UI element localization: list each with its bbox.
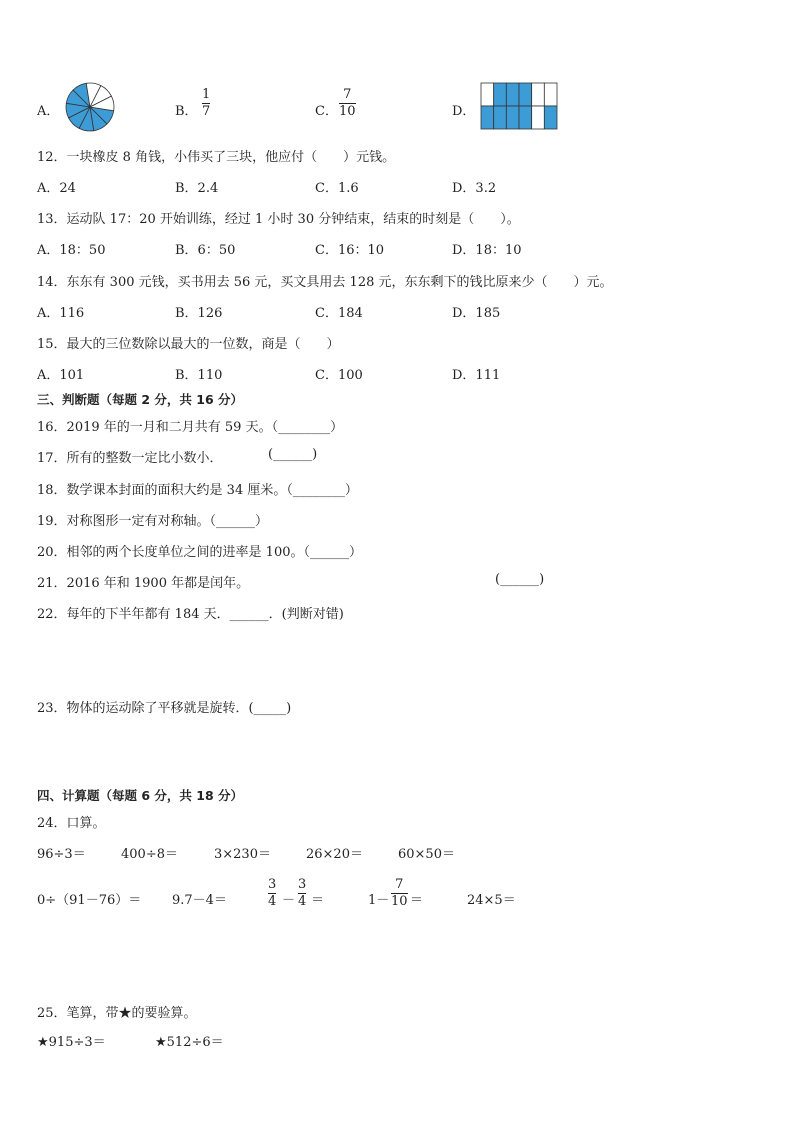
q12-option-b: B．2.4 — [175, 181, 219, 196]
minus-sign: － — [282, 893, 296, 908]
question-22: 22．每年的下半年都有 184 天．______．(判断对错) — [37, 607, 344, 622]
question-19: 19．对称图形一定有对称轴。（______） — [37, 514, 269, 529]
option-b-label: B． — [175, 104, 198, 119]
fraction-denominator: 4 — [268, 894, 277, 909]
q15-option-a: A．101 — [37, 368, 85, 383]
question-25: 25．笔算，带★的要验算。 — [37, 1006, 197, 1021]
mental-calc-item: 60×50＝ — [398, 847, 455, 862]
question-20: 20．相邻的两个长度单位之间的进率是 100。（______） — [37, 545, 362, 560]
mental-calc-item: 96÷3＝ — [37, 847, 86, 862]
question-15: 15．最大的三位数除以最大的一位数，商是（ ） — [37, 337, 340, 352]
grid-cell-shaded — [519, 83, 532, 106]
mental-calc-item: 3×230＝ — [214, 847, 271, 862]
fraction-numerator: 7 — [395, 877, 404, 892]
grid-cell-empty — [481, 83, 494, 106]
question-14: 14．东东有 300 元钱，买书用去 56 元，买文具用去 128 元，东东剩下的钱比原来少（ ）元。 — [37, 275, 613, 290]
q14-option-a: A．116 — [37, 306, 85, 321]
q13-option-d: D．18：10 — [452, 243, 522, 258]
grid-cell-shaded — [506, 106, 519, 129]
fraction-three-quarters — [298, 878, 306, 909]
fraction-numerator: 7 — [343, 87, 352, 102]
equals-sign: ＝ — [311, 893, 325, 908]
grid-cell-empty — [544, 83, 557, 106]
option-c-label: C． — [315, 104, 338, 119]
fraction-numerator: 3 — [298, 877, 307, 892]
fraction-one-seventh — [202, 88, 210, 119]
option-d-label: D． — [452, 104, 476, 119]
question-17-blank: (______) — [268, 447, 318, 462]
fraction-three-quarters — [268, 878, 276, 909]
grid-cell-shaded — [494, 106, 507, 129]
question-13: 13．运动队 17：20 开始训练，经过 1 小时 30 分钟结束，结束的时刻是（ ）。 — [37, 212, 520, 227]
mental-calc-item: 400÷8＝ — [121, 847, 178, 862]
fraction-seven-tenths — [339, 88, 356, 119]
q13-option-c: C．16：10 — [315, 243, 385, 258]
fraction-denominator: 10 — [339, 104, 356, 119]
question-21: 21．2016 年和 1900 年都是闰年。 — [37, 576, 250, 591]
written-calc-item: ★512÷6＝ — [155, 1035, 224, 1050]
grid-figure — [480, 82, 558, 130]
q14-option-d: D．185 — [452, 306, 501, 321]
fraction-denominator: 10 — [391, 894, 408, 909]
fraction-denominator: 7 — [202, 104, 211, 119]
question-23: 23．物体的运动除了平移就是旋转．(_____) — [37, 701, 292, 716]
question-21-blank: (______) — [495, 572, 545, 587]
q12-option-c: C．1.6 — [315, 181, 359, 196]
q15-option-b: B．110 — [175, 368, 223, 383]
q13-option-b: B．6：50 — [175, 243, 236, 258]
section-title-calculation: 四、计算题（每题 6 分，共 18 分） — [37, 788, 244, 803]
grid-cell-shaded — [544, 106, 557, 129]
equals-sign: ＝ — [410, 893, 424, 908]
question-12: 12．一块橡皮 8 角钱，小伟买了三块，他应付（ ）元钱。 — [37, 150, 396, 165]
question-17: 17．所有的整数一定比小数小． — [37, 451, 223, 466]
fraction-denominator: 4 — [298, 894, 307, 909]
question-16: 16．2019 年的一月和二月共有 59 天。（________） — [37, 420, 344, 435]
option-a-label: A． — [37, 104, 60, 119]
mental-calc-item: 26×20＝ — [306, 847, 363, 862]
grid-cell-empty — [532, 106, 545, 129]
q14-option-b: B．126 — [175, 306, 223, 321]
q12-option-a: A．24 — [37, 181, 76, 196]
written-calc-item: ★915÷3＝ — [37, 1035, 106, 1050]
one-minus: 1－ — [368, 893, 390, 908]
grid-cell-shaded — [481, 106, 494, 129]
grid-cell-shaded — [494, 83, 507, 106]
mental-calc-item: 9.7－4＝ — [172, 893, 227, 908]
q15-option-d: D．111 — [452, 368, 501, 383]
question-24: 24．口算。 — [37, 816, 106, 831]
mental-calc-item: 24×5＝ — [467, 893, 516, 908]
q14-option-c: C．184 — [315, 306, 363, 321]
q13-option-a: A．18：50 — [37, 243, 106, 258]
grid-cell-shaded — [506, 83, 519, 106]
question-18: 18．数学课本封面的面积大约是 34 厘米。（________） — [37, 483, 358, 498]
q12-option-d: D．3.2 — [452, 181, 497, 196]
fraction-numerator: 3 — [268, 877, 277, 892]
grid-cell-empty — [532, 83, 545, 106]
q15-option-c: C．100 — [315, 368, 363, 383]
section-title-judgement: 三、判断题（每题 2 分，共 16 分） — [37, 392, 244, 407]
fraction-seven-tenths — [391, 878, 408, 909]
grid-cell-shaded — [519, 106, 532, 129]
fraction-numerator: 1 — [202, 87, 211, 102]
pie-chart-figure — [64, 81, 116, 133]
mental-calc-item: 0÷（91－76）＝ — [37, 893, 142, 908]
